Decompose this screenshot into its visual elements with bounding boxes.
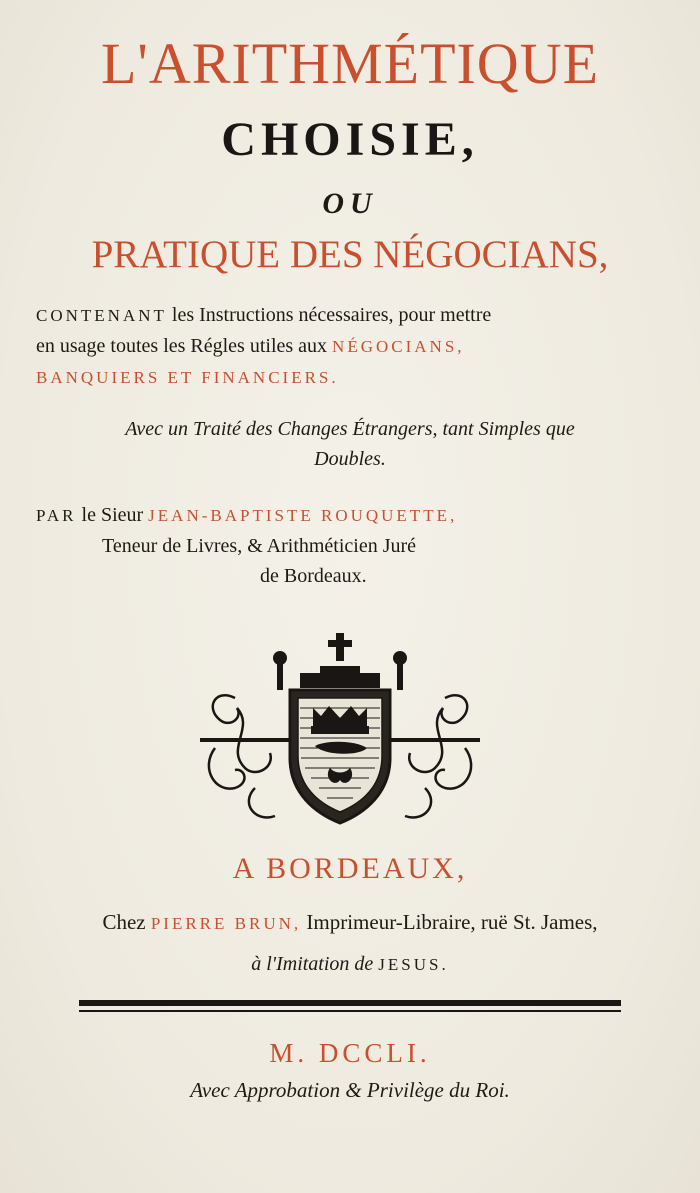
author-paragraph [36, 500, 676, 591]
imprint-printer [0, 910, 700, 935]
par-word: PAR [36, 506, 77, 525]
imprint-sign [0, 953, 700, 976]
contenant-word: CONTENANT [36, 306, 167, 325]
description-text-2: en usage toutes les Régles utiles aux [36, 335, 333, 357]
description-line-2 [36, 331, 656, 362]
sieur-text: le Sieur [76, 504, 149, 526]
title-line-choisie: CHOISIE, [221, 113, 479, 166]
jesus-word: JESUS. [378, 955, 449, 974]
description-line-1 [36, 300, 656, 331]
title-line-arithmetique: L'ARITHMÉTIQUE [100, 31, 600, 96]
title-line-ou: OU [322, 187, 378, 220]
treatise-paragraph [30, 414, 670, 474]
author-name: JEAN-BAPTISTE ROUQUETTE, [148, 506, 458, 525]
thin-rule [79, 1010, 621, 1012]
treatise-line-1: Avec un Traité des Changes Étrangers, tant Simples que [125, 418, 575, 440]
imprint-city: A BORDEAUX, [232, 852, 468, 885]
author-line-1 [36, 500, 676, 531]
description-line-3 [36, 362, 656, 393]
thick-rule [79, 1000, 621, 1006]
author-role: Teneur de Livres, & Arithméticien Juré [102, 535, 417, 557]
imitation-text: à l'Imitation de [251, 953, 379, 975]
chez-text: Chez [102, 910, 151, 934]
treatise-line-2: Doubles. [314, 448, 386, 470]
publication-date: M. DCCLI. [269, 1038, 431, 1068]
description-text-1: les Instructions nécessaires, pour mettre [166, 304, 492, 326]
negocians-word: NÉGOCIANS, [332, 337, 465, 356]
author-place: de Bordeaux. [260, 565, 367, 587]
coat-of-arms-vignette [195, 628, 485, 833]
title-line-pratique: PRATIQUE DES NÉGOCIANS, [91, 233, 609, 276]
banquiers-words: BANQUIERS ET FINANCIERS. [36, 368, 339, 387]
printer-name: PIERRE BRUN, [150, 914, 302, 933]
description-paragraph [36, 300, 656, 393]
approbation-line: Avec Approbation & Privilège du Roi. [190, 1078, 510, 1102]
printer-rest: Imprimeur-Libraire, ruë St. James, [301, 910, 598, 934]
